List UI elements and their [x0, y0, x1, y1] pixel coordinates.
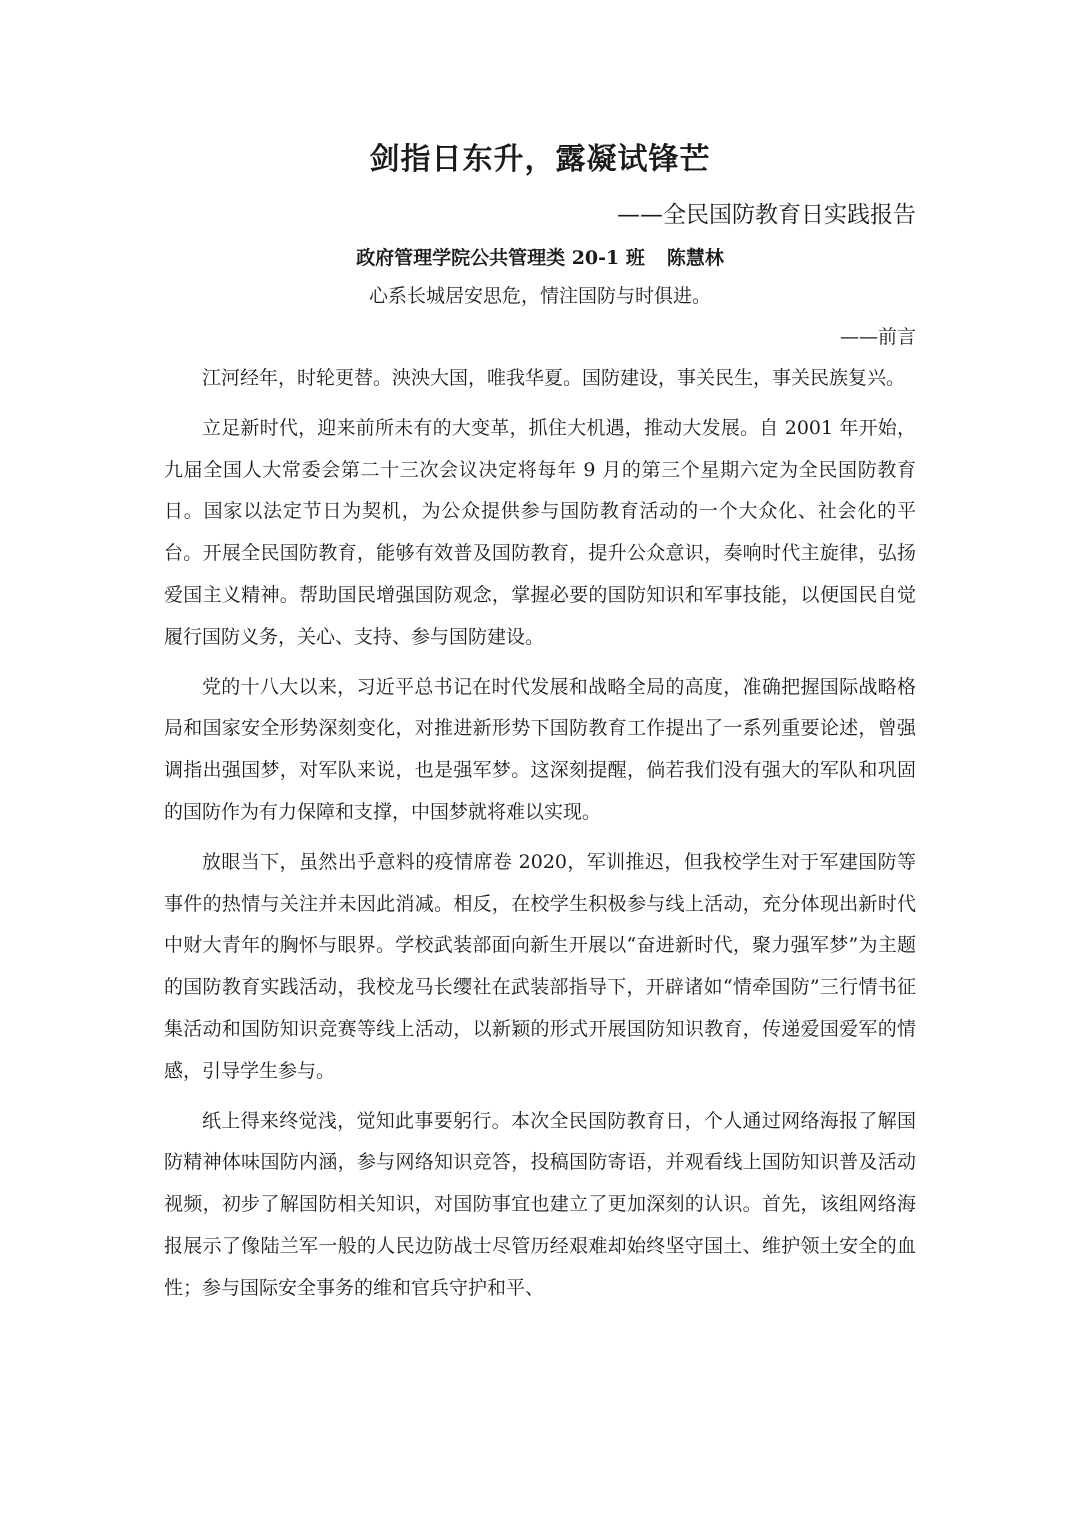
body-paragraph: 放眼当下，虽然出乎意料的疫情席卷 2020，军训推迟，但我校学生对于军建国防等事件的热情与关注并未因此消减。相反，在校学生积极参与线上活动，充分体现出新时代中财大青年的胸怀与眼界。学校武装部面向新生开展以“奋进新时代，聚力强军梦”为主题的国防教育实践活动，我校龙马长缨社在武装部指导下，开辟诸如“情牵国防”三行情书征集活动和国防知识竞赛等线上活动，以新颖的形式开展国防知识教育，传递爱国爱军的情感，引导学生参与。 — [164, 850, 916, 1082]
document-subtitle: ——全民国防教育日实践报告 — [617, 202, 916, 228]
motto: 心系长城居安思危，情注国防与时俱进。 — [368, 285, 711, 307]
body-paragraph: 立足新时代，迎来前所未有的大变革，抓住大机遇，推动大发展。自 2001 年开始，九届全国人大常委会第二十三次会议决定将每年 9 月的第三个星期六定为全民国防教育日。国家以法定节日为契机，为公众提供参与国防教育活动的一个大众化、社会化的平台。开展全民国防教育，能够有效普及国防教育，提升公众意识，奏响时代主旋律，弘扬爱国主义精神。帮助国民增强国防观念，掌握必要的国防知识和军事技能，以便国民自觉履行国防义务，关心、支持、参与国防建设。 — [164, 416, 916, 648]
motto-source: ——前言 — [839, 326, 916, 348]
document-title: 剑指日东升，露凝试锋芒 — [369, 142, 711, 177]
author-name: 陈慧林 — [666, 247, 724, 269]
body-paragraph: 纸上得来终觉浅，觉知此事要躬行。本次全民国防教育日，个人通过网络海报了解国防精神体味国防内涵，参与网络知识竞答，投稿国防寄语，并观看线上国防知识普及活动视频，初步了解国防相关知识，对国防事宜也建立了更加深刻的认识。首先，该组网络海报展示了像陆兰军一般的人民边防战士尽管历经艰难却始终坚守国土、维护领土安全的血性；参与国际安全事务的维和官兵守护和平、 — [164, 1109, 916, 1299]
body-paragraph: 江河经年，时轮更替。泱泱大国，唯我华夏。国防建设，事关民生，事关民族复兴。 — [202, 367, 906, 389]
body-text — [164, 358, 916, 1318]
body-paragraph: 党的十八大以来，习近平总书记在时代发展和战略全局的高度，准确把握国际战略格局和国家安全形势深刻变化，对推进新形势下国防教育工作提出了一系列重要论述，曾强调指出强国梦，对军队来说，也是强军梦。这深刻提醒，倘若我们没有强大的军队和巩固的国防作为有力保障和支撑，中国梦就将难以实现。 — [164, 675, 916, 823]
author-line — [0, 243, 1080, 273]
author-affiliation: 政府管理学院公共管理类 20-1 班 — [356, 247, 645, 269]
